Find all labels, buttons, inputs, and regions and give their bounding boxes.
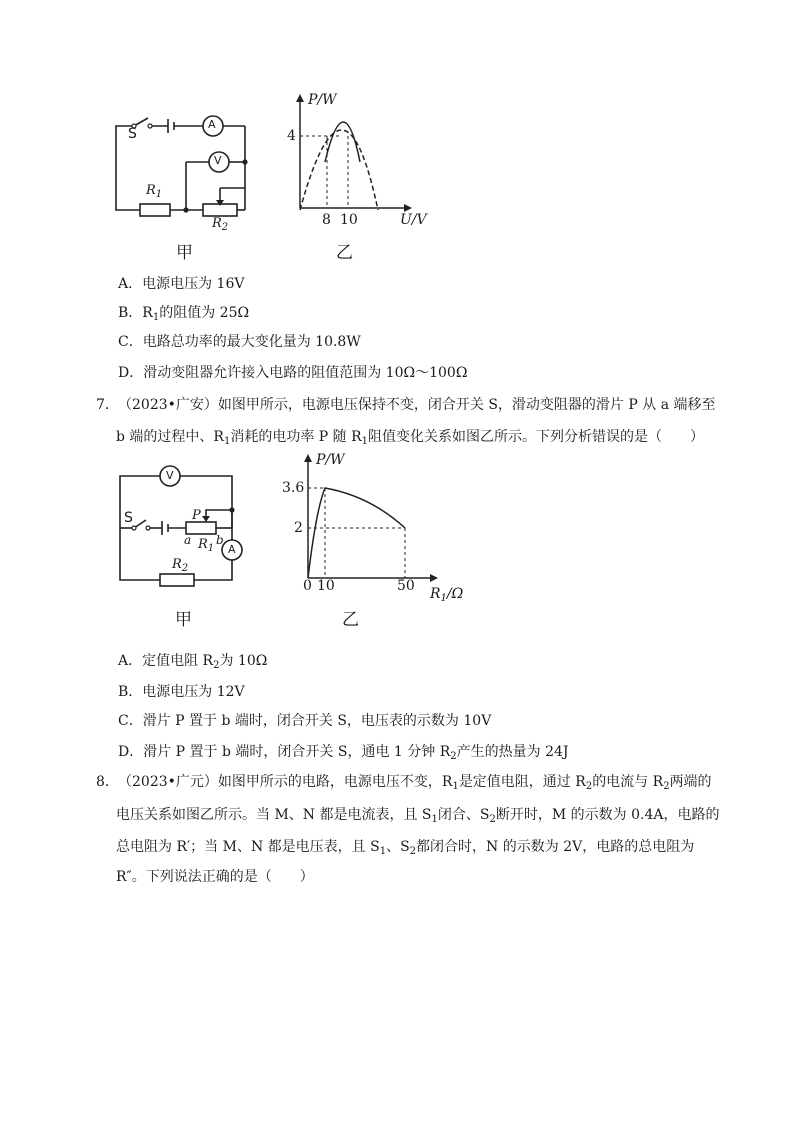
q7-stem-line2: b 端的过程中、$R_1$消耗的电功率 P 随 $R_1$阻值变化关系如图乙所示。下列分析错误的是（ ） [116,429,705,447]
q6-caption-yi: 乙 [336,243,353,263]
q7-r1-label: $R_1$ [198,537,215,554]
q6-option-a: A．电源电压为 16V [118,276,245,292]
q8-stem-line1: （2023•广元）如图甲所示的电路，电源电压不变，$R_1$是定值电阻，通过 $R_2$的电流与 $R_2$两端的 [118,774,712,792]
q7-option-b: B．电源电压为 12V [118,684,245,700]
q7-end-b: b [216,533,224,547]
q7-switch-label: S [124,510,133,526]
q7-x-tick-50: 50 [397,578,415,594]
q6-x-tick-8: 8 [322,212,331,228]
q8-number: 8． [96,774,119,790]
q7-slider-label: P [192,508,201,523]
q6-x-axis-label: U/V [400,212,427,228]
q6-circuit-diagram [110,100,260,240]
q7-caption-yi: 乙 [342,610,359,630]
q7-end-a: a [184,533,192,547]
q7-y-axis-label: P/W [316,452,345,468]
q6-option-b: B．$R_1$的阻值为 25Ω [118,305,250,323]
q7-x-axis-label: $R_1/\Omega$ [430,586,464,604]
q8-stem-line3: 总电阻为 R′；当 M、N 都是电压表，且 $S_1$、$S_2$都闭合时，N 的示数为 2V，电路的总电阻为 [116,839,695,857]
q8-stem-line2: 电压关系如图乙所示。当 M、N 都是电流表，且 $S_1$闭合、$S_2$断开时，M 的示数为 0.4A，电路的 [116,807,720,825]
q6-r1-label: $R_1$ [146,183,163,200]
q7-y-tick-2: 2 [294,520,303,536]
q7-y-tick-3.6: 3.6 [282,480,305,496]
q6-option-d: D．滑动变阻器允许接入电路的阻值范围为 10Ω～100Ω [118,365,468,381]
q6-y-axis-label: P/W [308,92,337,108]
q7-option-c: C．滑片 P 置于 b 端时，闭合开关 S，电压表的示数为 10V [118,713,492,729]
q7-stem-line1: （2023•广安）如图甲所示，电源电压保持不变，闭合开关 S，滑动变阻器的滑片 P 从 a 端移至 [118,397,716,413]
q6-voltmeter-label: V [214,154,222,167]
q7-number: 7． [96,397,119,413]
q7-voltmeter-label: V [166,469,174,482]
q7-option-a: A．定值电阻 $R_2$为 10Ω [118,653,268,671]
q8-stem-line4: R″。下列说法正确的是（ ） [116,869,314,885]
q7-ammeter-label: A [228,543,236,556]
q7-r2-label: $R_2$ [172,557,189,574]
q7-x-tick-10: 10 [317,578,335,594]
q6-switch-label: S [128,126,137,142]
q6-ammeter-label: A [208,118,216,131]
q6-caption-jia: 甲 [176,243,193,263]
q6-x-tick-10: 10 [340,212,358,228]
q7-x-tick-0: 0 [303,578,312,594]
q6-option-c: C．电路总功率的最大变化量为 10.8W [118,334,361,350]
q6-r2-label: $R_2$ [212,216,229,233]
q6-y-tick-4: 4 [287,128,296,144]
q7-option-d: D．滑片 P 置于 b 端时，闭合开关 S，通电 1 分钟 $R_2$产生的热量为 24J [118,744,569,762]
q7-caption-jia: 甲 [175,610,192,630]
